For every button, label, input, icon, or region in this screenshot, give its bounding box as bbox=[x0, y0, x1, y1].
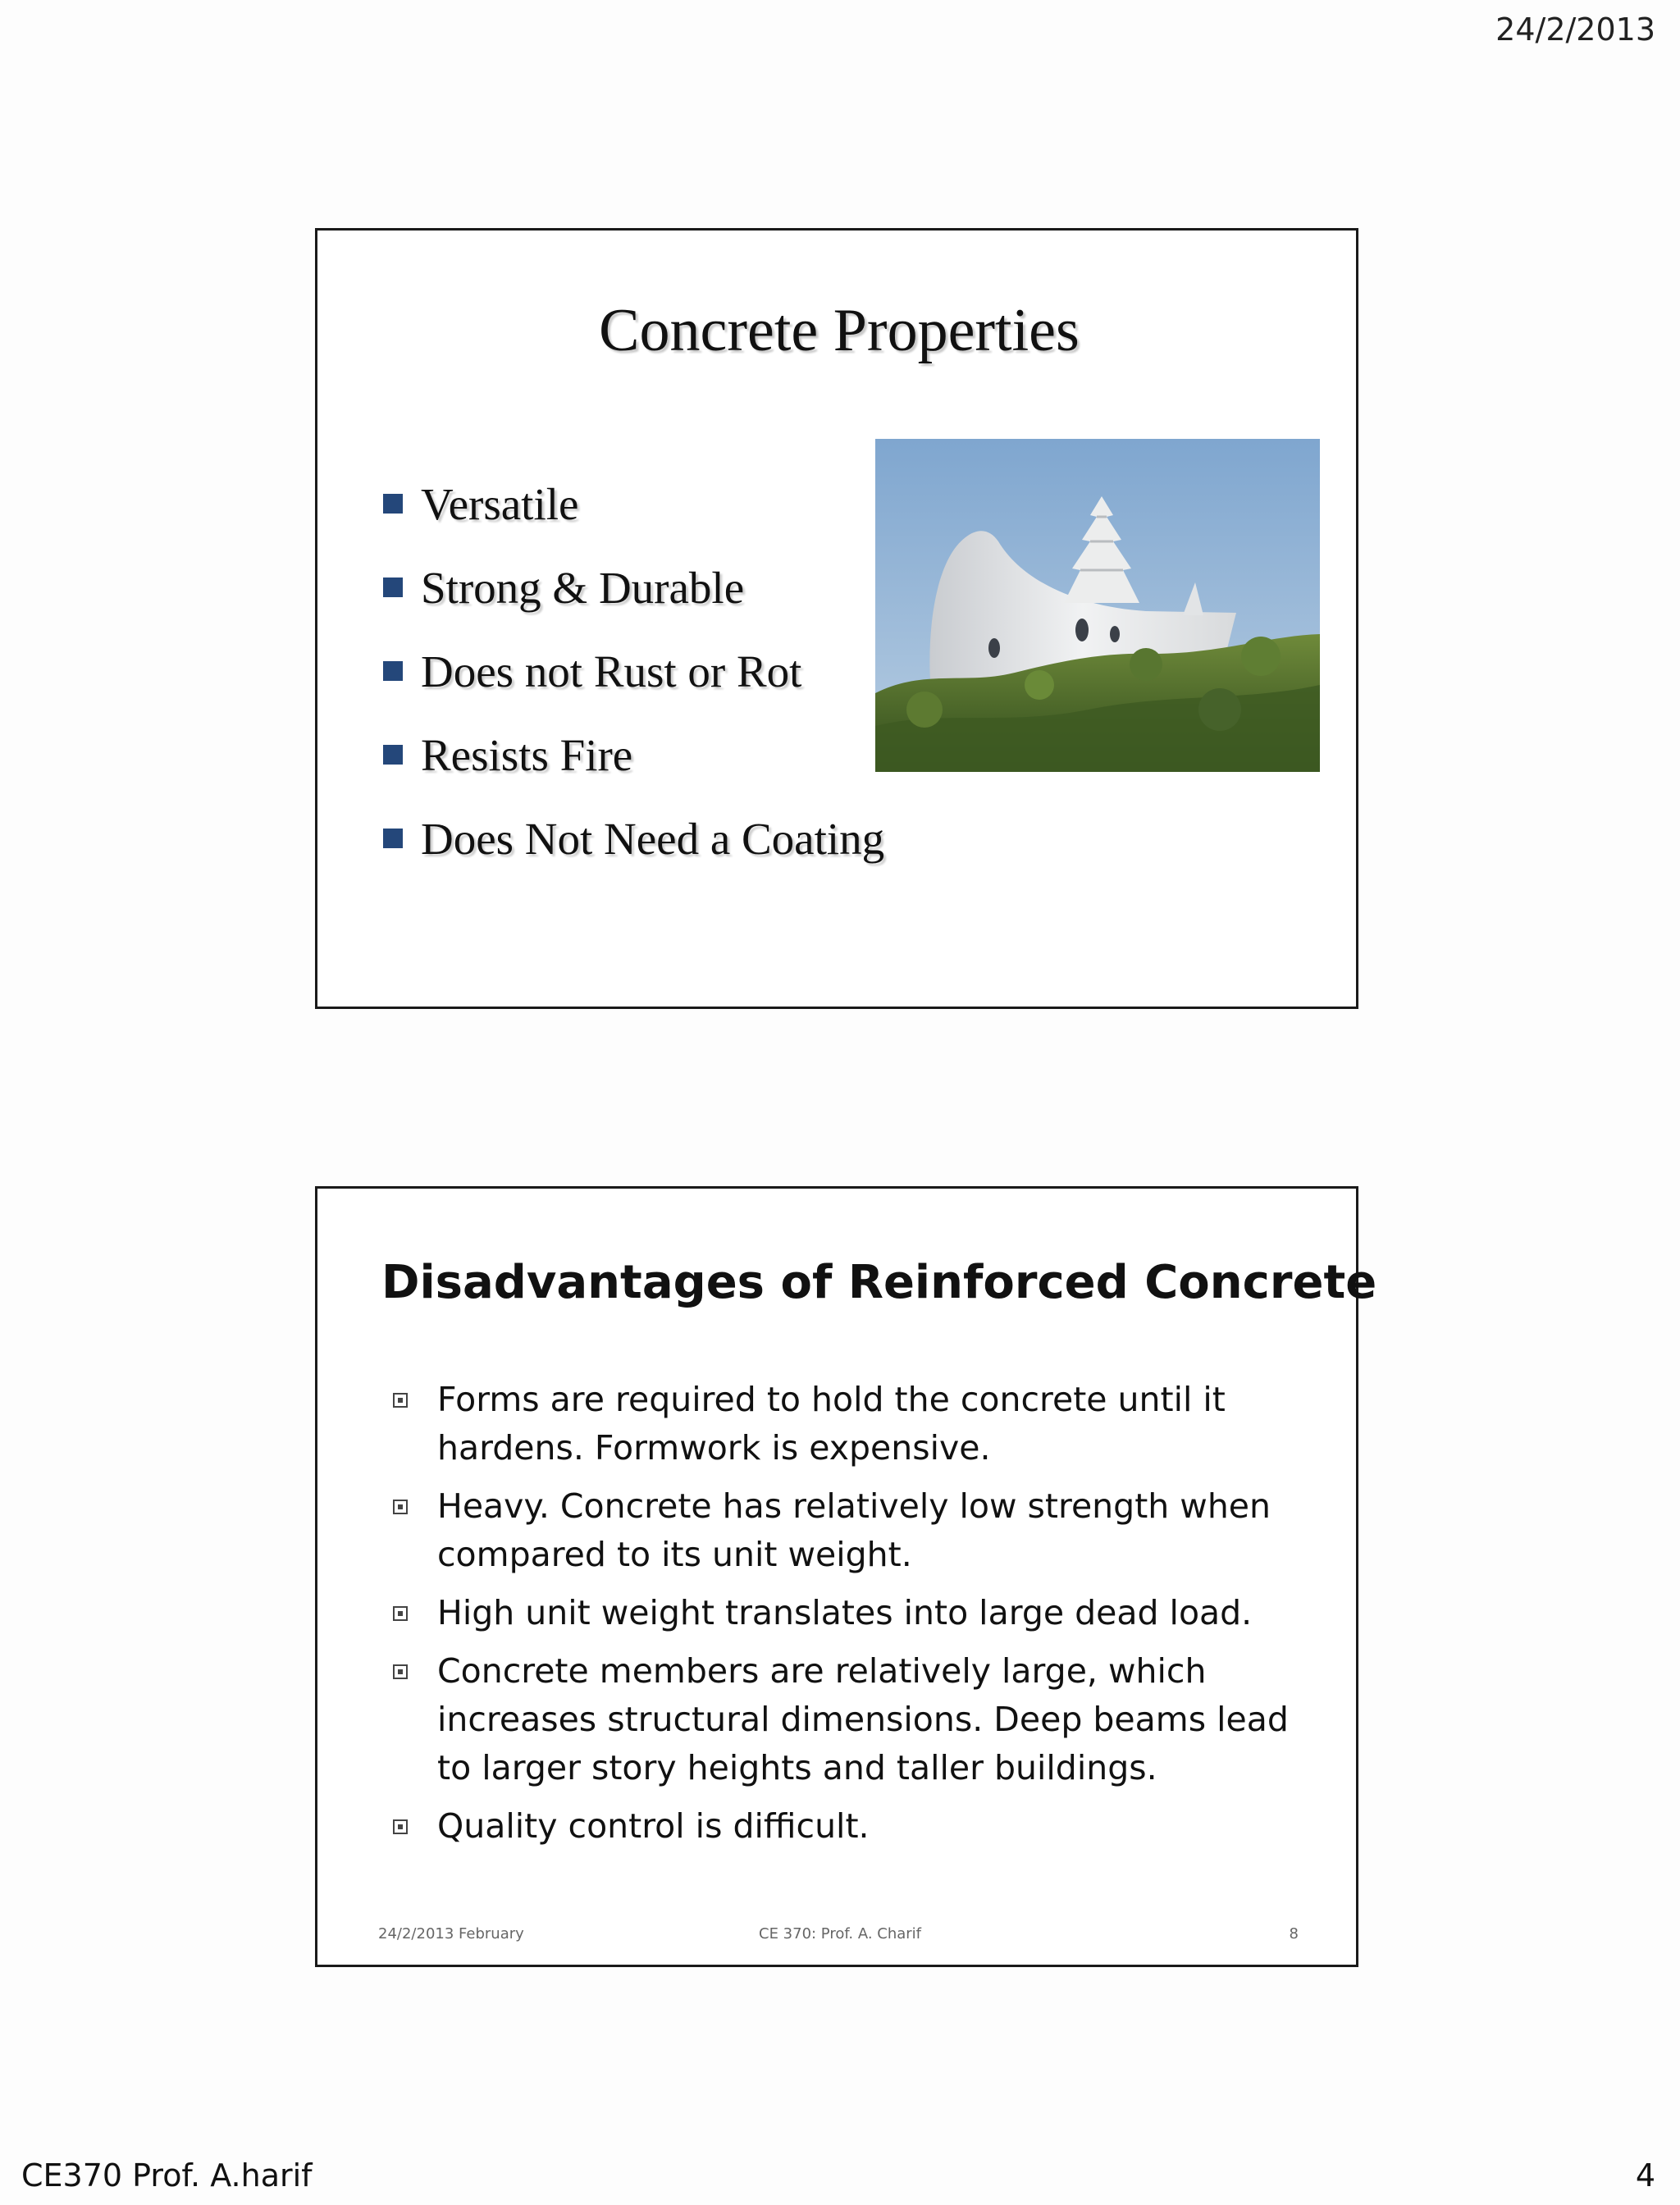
slide-title: Disadvantages of Reinforced Concrete bbox=[381, 1256, 1377, 1309]
slide-disadvantages bbox=[315, 1186, 1377, 1967]
bullet-text: Forms are required to hold the concrete until it hardens. Formwork is expensive. bbox=[437, 1380, 1226, 1468]
bullet-text: Versatile bbox=[421, 478, 579, 529]
list-item bbox=[391, 1482, 1302, 1579]
bullet-text: High unit weight translates into large dead load. bbox=[437, 1593, 1253, 1632]
list-item bbox=[383, 797, 884, 880]
square-bullet-icon bbox=[383, 661, 403, 681]
slide-number: 8 bbox=[1289, 1925, 1299, 1942]
list-item bbox=[391, 1647, 1302, 1792]
list-item bbox=[391, 1589, 1302, 1637]
page-number: 4 bbox=[1635, 2157, 1655, 2194]
list-item bbox=[391, 1376, 1302, 1472]
shell-house-photo bbox=[875, 439, 1320, 772]
slide-title: Concrete Properties bbox=[599, 297, 1080, 364]
boxed-square-bullet-icon bbox=[393, 1393, 408, 1408]
boxed-square-bullet-icon bbox=[393, 1819, 408, 1834]
square-bullet-icon bbox=[383, 494, 403, 514]
bullet-text: Resists Fire bbox=[421, 729, 633, 780]
bullet-list bbox=[383, 462, 884, 880]
square-bullet-icon bbox=[383, 578, 403, 597]
list-item bbox=[383, 546, 884, 629]
page-footer-course: CE370 Prof. A.harif bbox=[21, 2157, 313, 2194]
slide-footer-date: 24/2/2013 February bbox=[378, 1925, 524, 1942]
page-date: 24/2/2013 bbox=[1495, 11, 1655, 48]
slide-footer-course: CE 370: Prof. A. Charif bbox=[759, 1925, 922, 1942]
list-item bbox=[383, 462, 884, 546]
bullet-text: Does not Rust or Rot bbox=[421, 646, 802, 696]
bullet-list bbox=[391, 1376, 1302, 1860]
square-bullet-icon bbox=[383, 745, 403, 765]
square-bullet-icon bbox=[383, 829, 403, 848]
boxed-square-bullet-icon bbox=[393, 1500, 408, 1514]
bullet-text: Quality control is difficult. bbox=[437, 1806, 870, 1846]
boxed-square-bullet-icon bbox=[393, 1664, 408, 1679]
boxed-square-bullet-icon bbox=[393, 1606, 408, 1621]
list-item bbox=[391, 1802, 1302, 1851]
bullet-text: Strong & Durable bbox=[421, 562, 745, 613]
list-item bbox=[383, 629, 884, 713]
bullet-text: Heavy. Concrete has relatively low strength when compared to its unit weight. bbox=[437, 1486, 1271, 1574]
slide-concrete-properties bbox=[315, 228, 1358, 1009]
bullet-text: Does Not Need a Coating bbox=[421, 813, 885, 864]
list-item bbox=[383, 713, 884, 797]
bullet-text: Concrete members are relatively large, which increases structural dimensions. Deep beams lead to larger story heights and taller buildings. bbox=[437, 1651, 1289, 1787]
